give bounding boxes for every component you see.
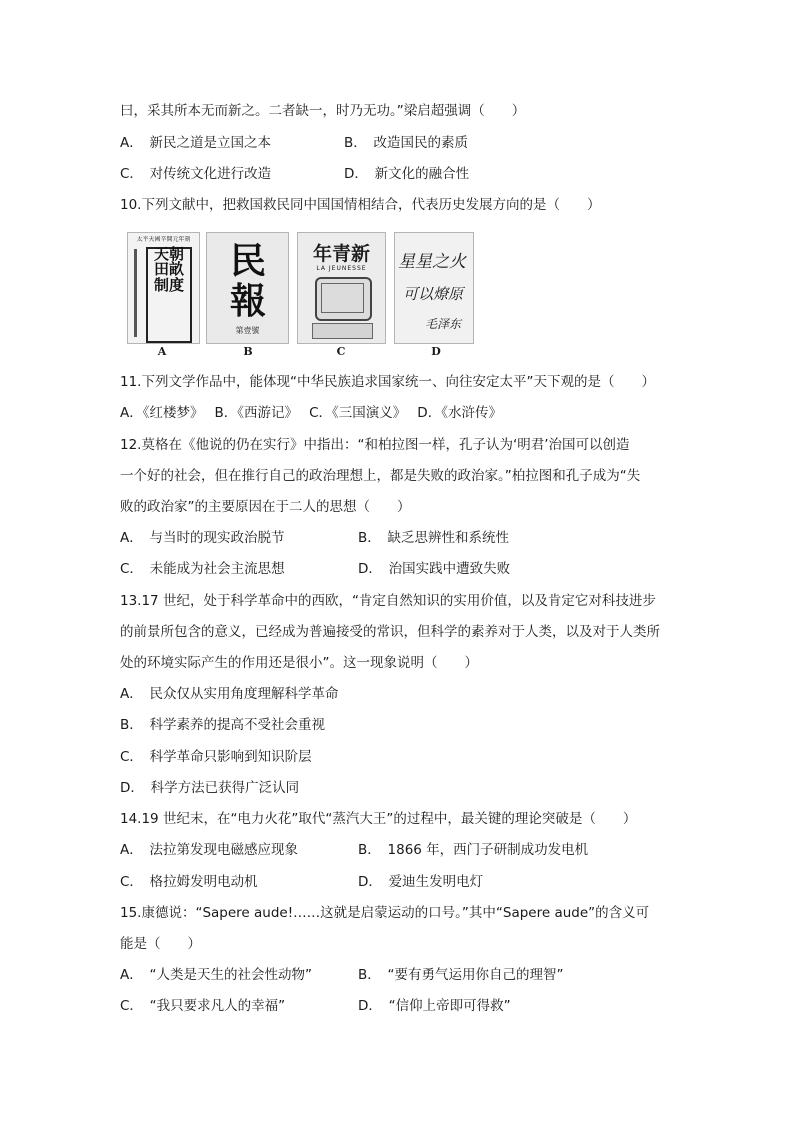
- q9-option-b: B． 改造国民的素质: [344, 135, 469, 151]
- q15-stem-line-2: 能是（ ）: [120, 936, 201, 952]
- q12-option-a: A． 与当时的现实政治脱节: [120, 530, 285, 546]
- q10-image-c-title: 新青年: [312, 243, 370, 265]
- q9-option-c: C． 对传统文化进行改造: [120, 166, 272, 182]
- q10-image-c: [297, 232, 386, 344]
- q9-option-d: D． 新文化的融合性: [344, 166, 470, 182]
- q12-option-d: D． 治国实践中遭致失败: [358, 561, 511, 577]
- q15-option-c: C． “我只要求凡人的幸福”: [120, 998, 286, 1014]
- q14-stem: 14.19 世纪末，在“电力火花”取代“蒸汽大王”的过程中，最关键的理论突破是（ ）: [120, 811, 637, 827]
- q10-image-c-label: C: [336, 345, 346, 358]
- q10-image-d-label: D: [431, 345, 441, 358]
- q10-image-d: [394, 232, 474, 344]
- q9-stem-tail: 曰，采其所本无而新之。二者缺一，时乃无功。”梁启超强调（ ）: [120, 103, 526, 119]
- q13-stem-line-1: 13.17 世纪，处于科学革命中的西欧，“肯定自然知识的实用价值，以及肯定它对科技进步: [120, 593, 656, 609]
- q10-image-a-header: 太平天國辛開元年刻: [136, 236, 191, 243]
- q10-image-d-line2: 可以燎原: [403, 285, 464, 303]
- q12-stem-line-3: 败的政治家”的主要原因在于二人的思想（ ）: [120, 499, 411, 515]
- q12-option-c: C． 未能成为社会主流思想: [120, 561, 285, 577]
- q13-stem-line-2: 的前景所包含的意义，已经成为普遍接受的常识，但科学的素养对于人类，以及对于人类所: [120, 624, 660, 640]
- q10-image-c-sub: LA JEUNESSE: [316, 265, 367, 272]
- q13-stem-line-3: 处的环境实际产生的作用还是很小”。这一现象说明（ ）: [120, 655, 478, 671]
- q13-option-d: D． 科学方法已获得广泛认同: [120, 780, 300, 796]
- q10-image-d-signature: 毛泽东: [425, 317, 462, 331]
- q12-option-b: B． 缺乏思辨性和系统性: [358, 530, 510, 546]
- q10-image-a: [127, 232, 200, 344]
- q10-image-b-title: 民報: [229, 240, 266, 322]
- q12-stem-line-2: 一个好的社会，但在推行自己的政治理想上，都是失败的政治家。”柏拉图和孔子成为“失: [120, 468, 641, 484]
- q15-option-d: D． “信仰上帝即可得救”: [358, 998, 511, 1014]
- q10-stem: 10.下列文献中，把救国救民同中国国情相结合，代表历史发展方向的是（ ）: [120, 197, 601, 213]
- q11-stem: 11.下列文学作品中，能体现“中华民族追求国家统一、向往安定太平”天下观的是（ ）: [120, 374, 655, 390]
- q14-option-c: C． 格拉姆发明电动机: [120, 874, 258, 890]
- q10-image-d-line1: 星星之火: [398, 252, 466, 272]
- q10-image-b-label: B: [243, 345, 253, 358]
- q14-option-b: B． 1866 年，西门子研制成功发电机: [358, 842, 589, 858]
- q15-option-a: A． “人类是天生的社会性动物”: [120, 967, 312, 983]
- q13-option-c: C． 科学革命只影响到知识阶层: [120, 749, 312, 765]
- q15-option-b: B． “要有勇气运用你自己的理智”: [358, 967, 564, 983]
- q10-image-b-sub: 第壹號: [235, 326, 260, 335]
- q10-image-a-title: 天朝田畝制度: [153, 245, 184, 294]
- q14-option-d: D． 爱迪生发明电灯: [358, 874, 484, 890]
- q15-stem-line-1: 15.康德说：“Sapere aude!……这就是启蒙运动的口号。”其中“Sapere aude”的含义可: [120, 905, 650, 921]
- q13-option-b: B． 科学素养的提高不受社会重视: [120, 717, 326, 733]
- q10-image-b: [206, 232, 289, 344]
- q11-options: A．《红楼梦》 B．《西游记》 C．《三国演义》 D．《水浒传》: [120, 405, 502, 421]
- q9-option-a: A． 新民之道是立国之本: [120, 135, 271, 151]
- q12-stem-line-1: 12.莫格在《他说的仍在实行》中指出：“和柏拉图一样，孔子认为‘明君’治国可以创造: [120, 437, 630, 453]
- q14-option-a: A． 法拉第发现电磁感应现象: [120, 842, 298, 858]
- q13-option-a: A． 民众仅从实用角度理解科学革命: [120, 686, 339, 702]
- q10-image-a-label: A: [157, 345, 167, 358]
